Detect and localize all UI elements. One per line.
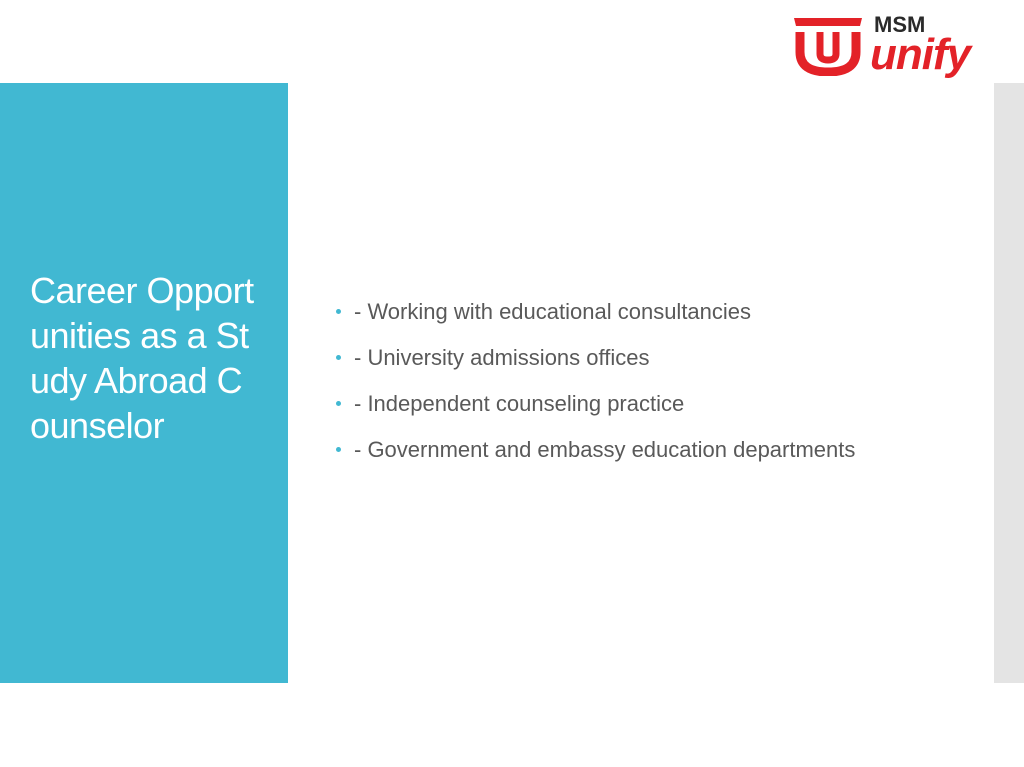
list-item-text: - University admissions offices (354, 345, 650, 370)
list-item-text: - Government and embassy education departments (354, 437, 856, 462)
logo-mark-icon (792, 14, 864, 76)
list-item-text: - Independent counseling practice (354, 391, 685, 416)
bullet-dot-icon (336, 309, 341, 314)
bullet-list (336, 296, 855, 480)
logo-text-unify: unify (870, 30, 971, 79)
bullet-dot-icon (336, 401, 341, 406)
right-accent-bar (994, 83, 1024, 683)
list-item (336, 388, 855, 434)
list-item (336, 342, 855, 388)
msm-unify-logo (792, 12, 982, 78)
bullet-dot-icon (336, 355, 341, 360)
slide-title: Career Opportunities as a Study Abroad Counselor (30, 270, 254, 446)
bullet-dot-icon (336, 447, 341, 452)
list-item-text: - Working with educational consultancies (354, 299, 752, 324)
list-item (336, 434, 855, 480)
list-item (336, 296, 855, 342)
logo-text-msm: MSM (874, 12, 926, 37)
